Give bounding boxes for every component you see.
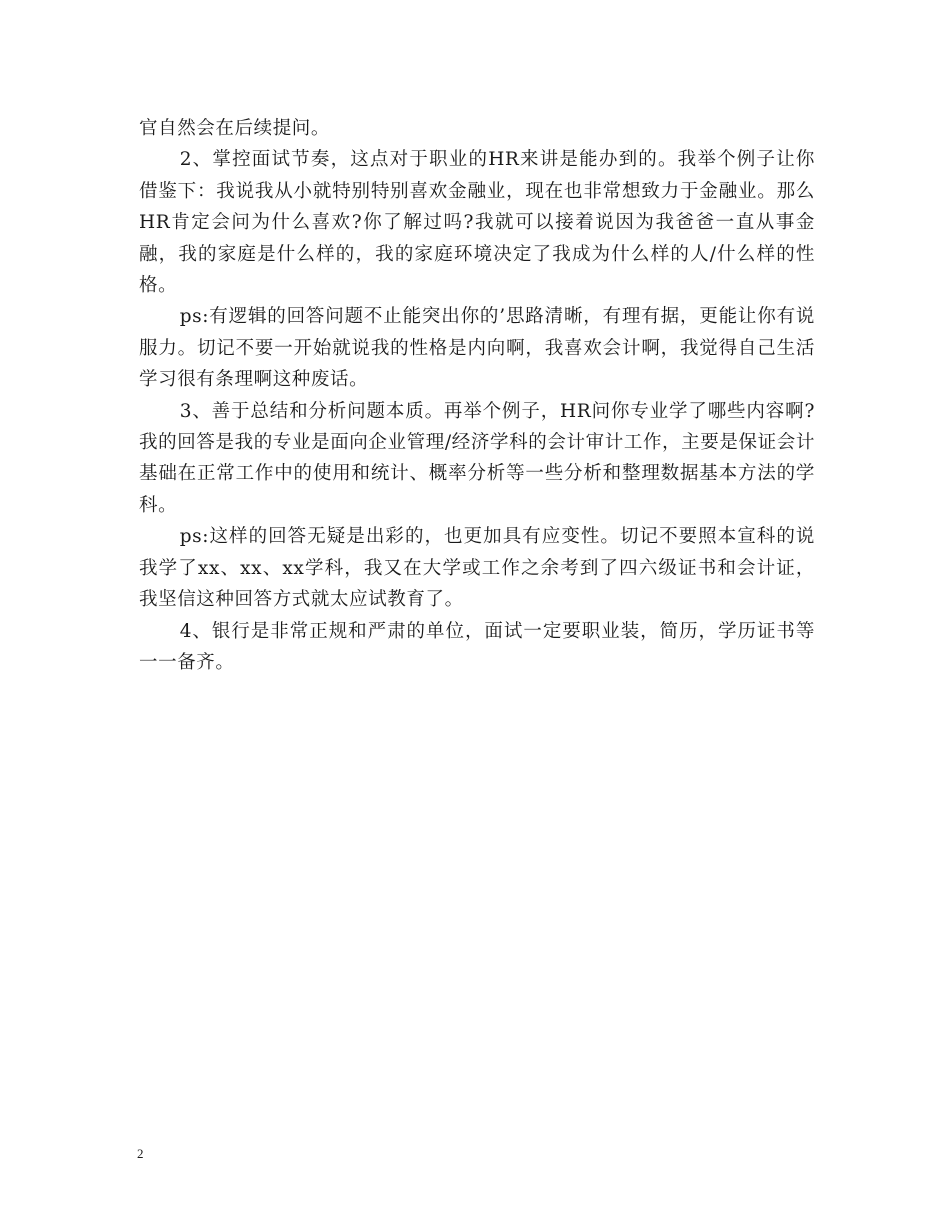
paragraph-ps-2: ps:这样的回答无疑是出彩的，也更加具有应变性。切记不要照本宣科的说我学了xx、xx、xx学科，我又在大学或工作之余考到了四六级证书和会计证，我坚信这种回答方式就太应试教育了。 (139, 526, 815, 611)
paragraph-continuation: 官自然会在后续提问。 (139, 118, 331, 139)
paragraph-point-3: 3、善于总结和分析问题本质。再举个例子，HR问你专业学了哪些内容啊?我的回答是我的专业是面向企业管理/经济学科的会计审计工作，主要是保证会计基础在正常工作中的使用和统计、概率分析等一些分析和整理数据基本方法的学科。 (139, 400, 815, 516)
paragraph-point-2: 2、掌控面试节奏，这点对于职业的HR来讲是能办到的。我举个例子让你借鉴下：我说我从小就特别特别喜欢金融业，现在也非常想致力于金融业。那么HR肯定会问为什么喜欢?你了解过吗?我就可以接着说因为我爸爸一直从事金融，我的家庭是什么样的，我的家庭环境决定了我成为什么样的人/什么样的性格。 (139, 149, 815, 297)
page-number: 2 (137, 1146, 144, 1161)
paragraph-ps-1: ps:有逻辑的回答问题不止能突出你的’思路清晰，有理有据，更能让你有说服力。切记不要一开始就说我的性格是内向啊，我喜欢会计啊，我觉得自己生活学习很有条理啊这种废话。 (139, 306, 815, 391)
paragraph-point-4: 4、银行是非常正规和严肃的单位，面试一定要职业装，简历，学历证书等一一备齐。 (139, 620, 815, 673)
document-body (139, 113, 815, 678)
